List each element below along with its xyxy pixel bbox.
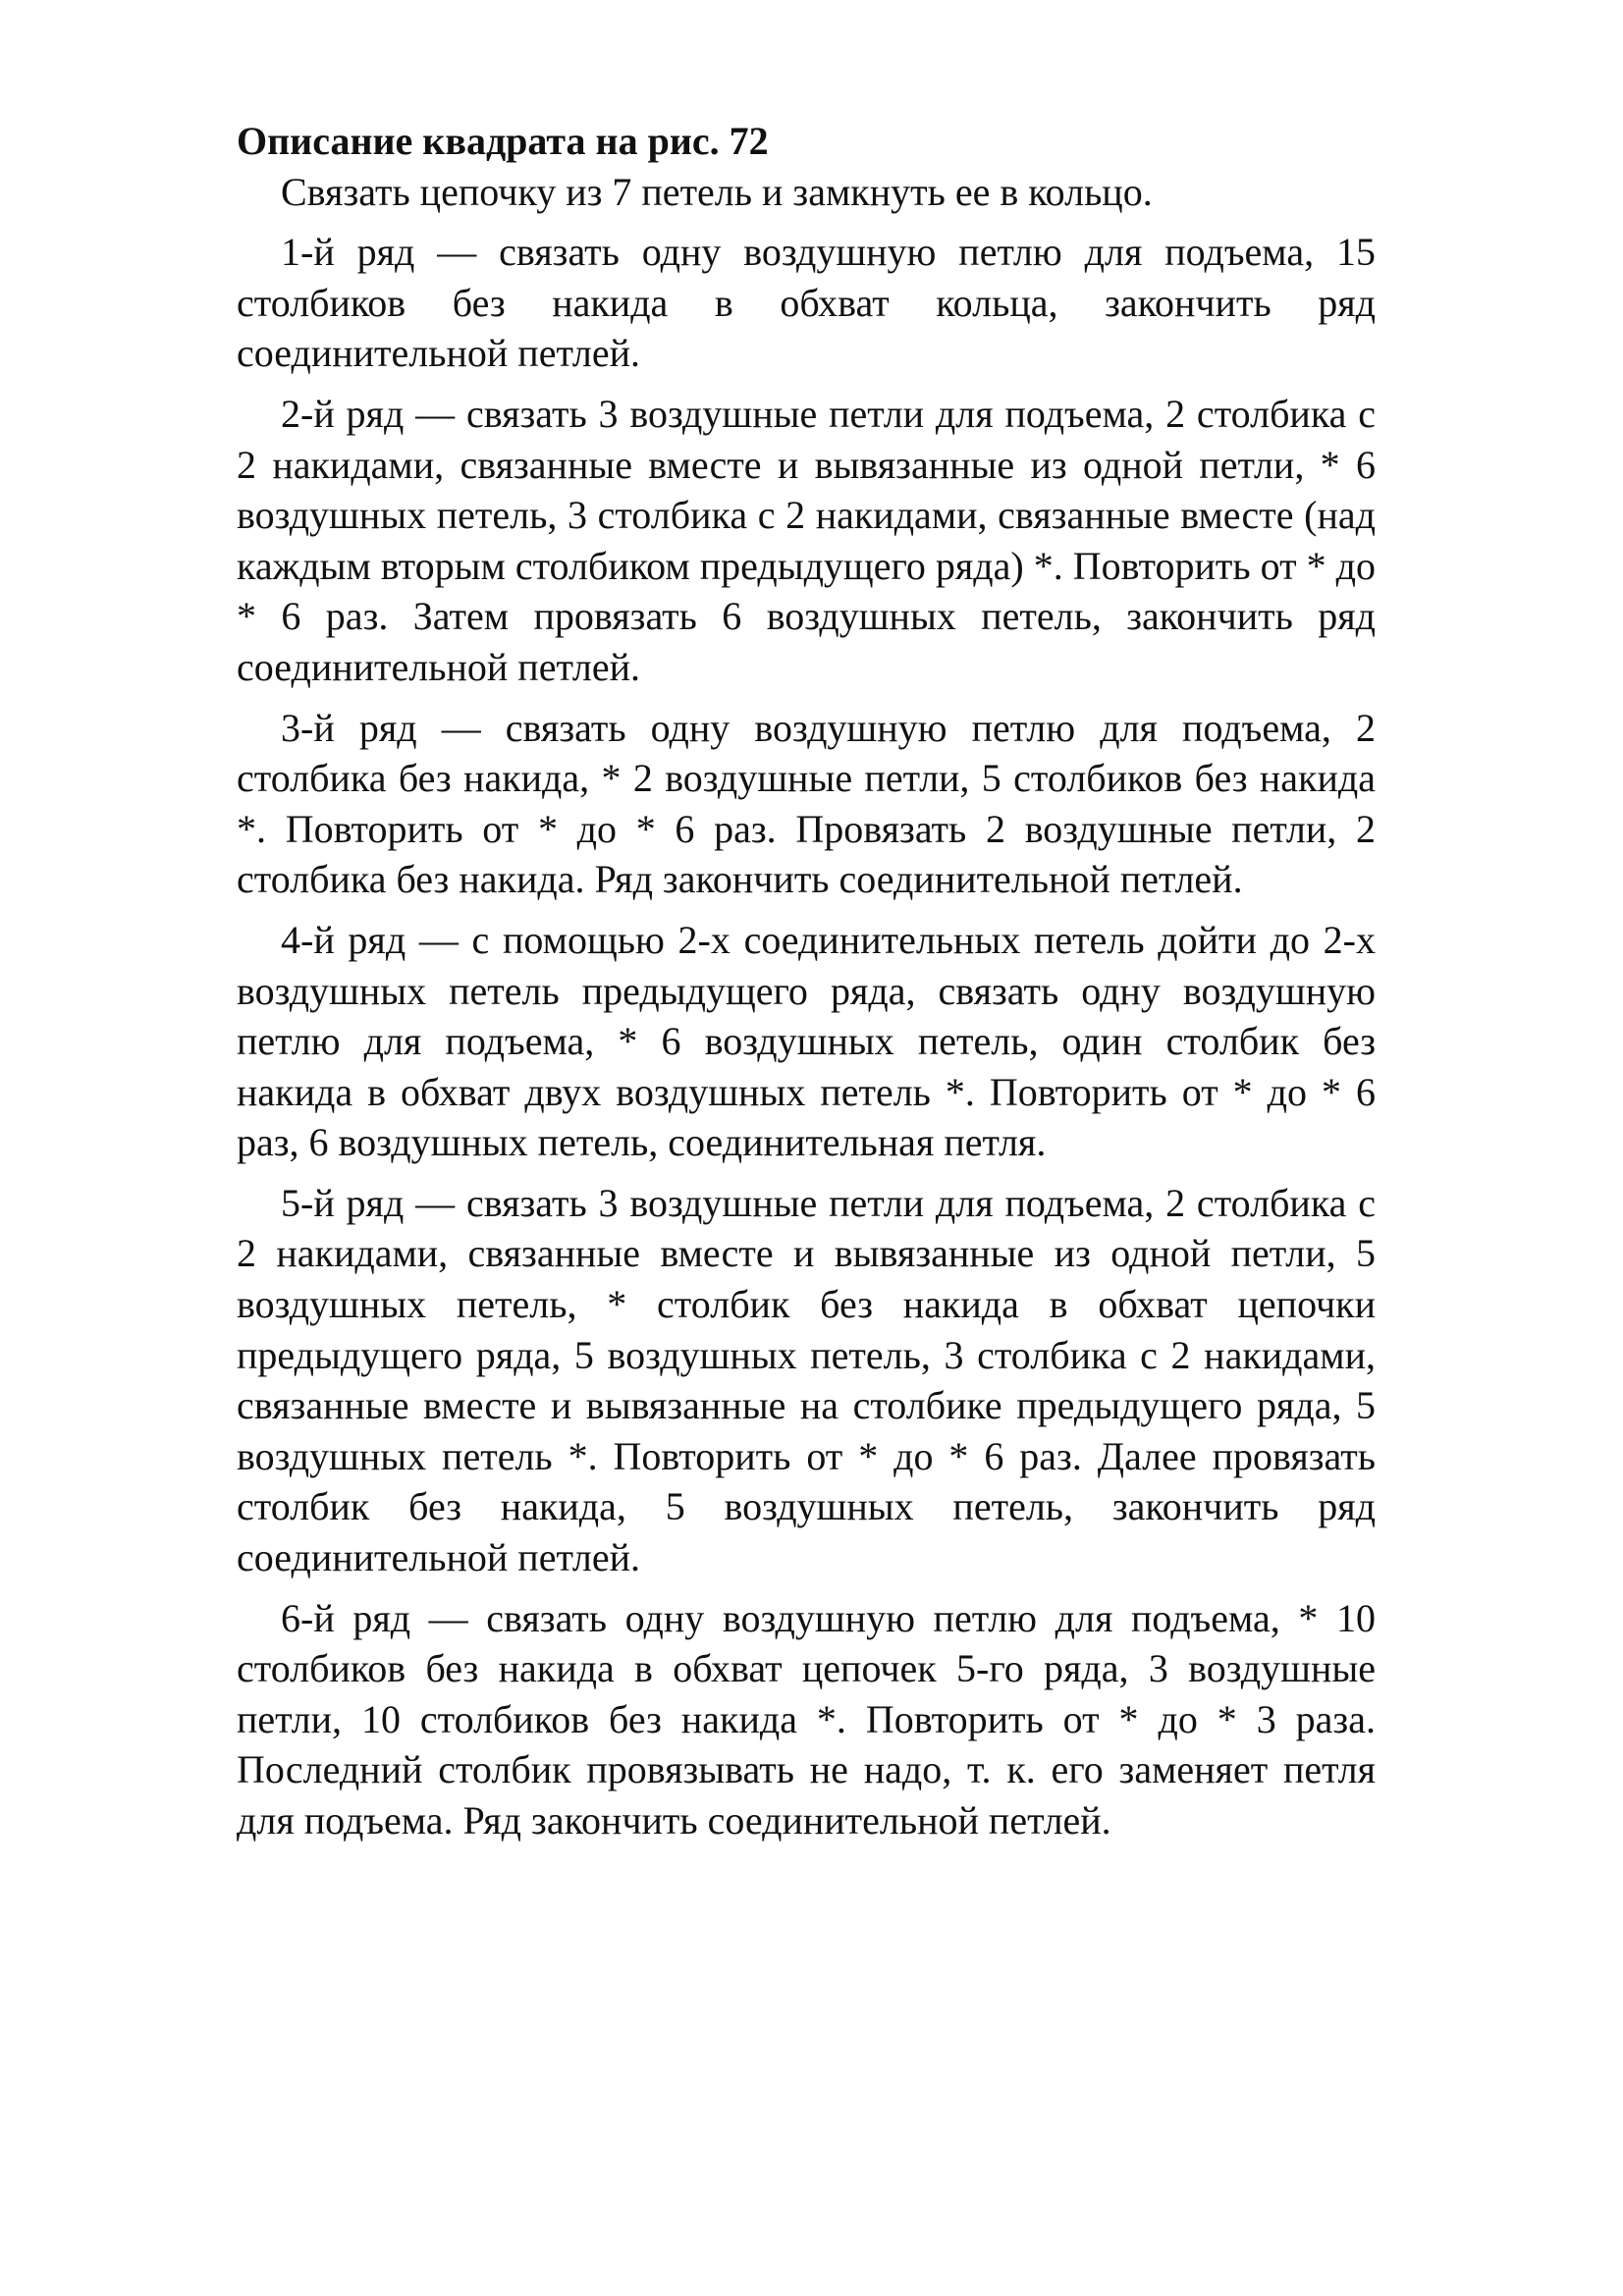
paragraph-row-1: 1-й ряд — связать одну воздушную петлю для подъема, 15 столбиков без накида в обхват кольца, закончить ряд соединительной петлей. [237,230,1376,376]
paragraph-row-5: 5-й ряд — связать 3 воздушные петли для подъема, 2 столбика с 2 накидами, связанные вместе и вывязанные из одной петли, 5 воздушных петель, * столбик без накида в обхват цепочки предыдущего ряда, 5 воздушных петель, 3 столбика с 2 накидами, связанные вместе и вывязанные на столбике предыдущего ряда, 5 воздушных петель *. Повторить от * до * 6 раз. Далее провязать столбик без накида, 5 воздушных петель, закончить ряд соединительной петлей. [237,1180,1376,1580]
paragraph-row-2: 2-й ряд — связать 3 воздушные петли для подъема, 2 столбика с 2 накидами, связанные вместе и вывязанные из одной петли, * 6 воздушных петель, 3 столбика с 2 накидами, связанные вместе (над каждым вторым столбиком предыдущего ряда) *. Повторить от * до * 6 раз. Затем провязать 6 воздушных петель, закончить ряд соединительной петлей. [237,391,1376,689]
section-title: Описание квадрата на рис. 72 [237,119,769,163]
paragraph-row-3: 3-й ряд — связать одну воздушную петлю для подъема, 2 столбика без накида, * 2 воздушные петли, 5 столбиков без накида *. Повторить от * до * 6 раз. Провязать 2 воздушные петли, 2 столбика без накида. Ряд закончить соединительной петлей. [237,705,1376,902]
paragraph-intro: Связать цепочку из 7 петель и замкнуть ее в кольцо. [281,169,1153,214]
paragraph-row-6: 6-й ряд — связать одну воздушную петлю для подъема, * 10 столбиков без накида в обхват цепочек 5-го ряда, 3 воздушные петли, 10 столбиков без накида *. Повторить от * до * 3 раза. Последний столбик провязывать не надо, т. к. его заменяет петля для подъема. Ряд закончить соединительной петлей. [237,1595,1376,1842]
document-page [237,116,1376,1856]
paragraph-row-4: 4-й ряд — с помощью 2-х соединительных петель дойти до 2-х воздушных петель предыдущего ряда, связать одну воздушную петлю для подъема, * 6 воздушных петель, один столбик без накида в обхват двух воздушных петель *. Повторить от * до * 6 раз, 6 воздушных петель, соединительная петля. [237,917,1376,1165]
